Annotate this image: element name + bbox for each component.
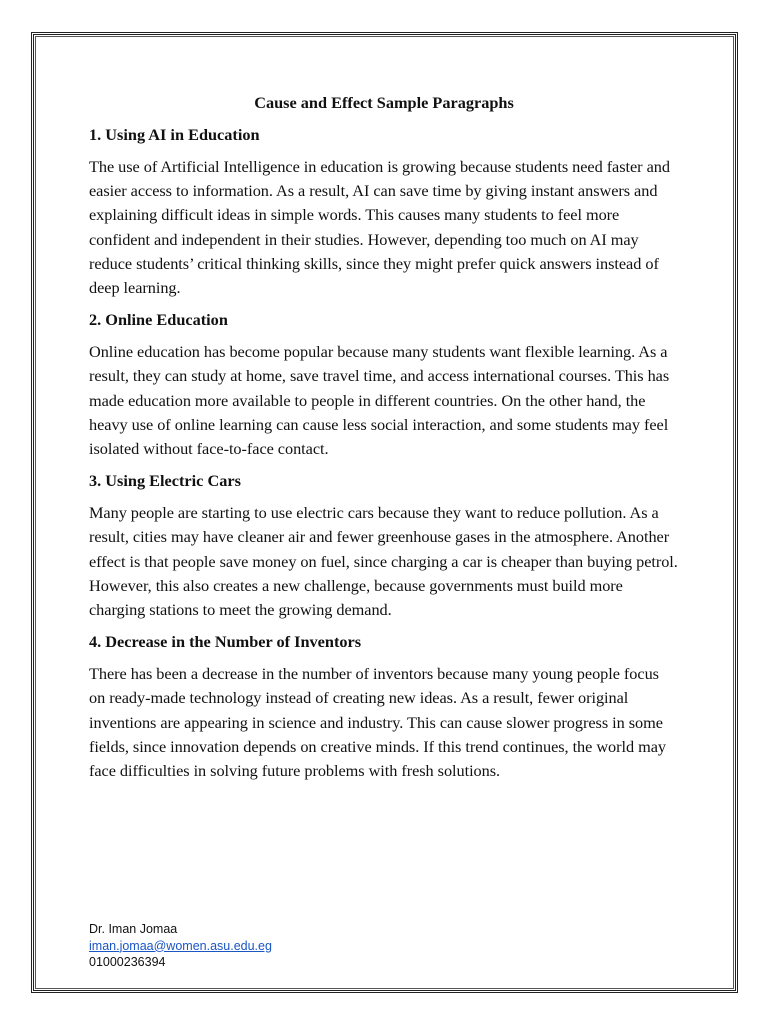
section-inventors xyxy=(89,631,679,783)
phone-number: 01000236394 xyxy=(89,955,166,969)
section-paragraph: Many people are starting to use electric cars because they want to reduce pollution. As a result, cities may have cleaner air and fewer greenhouse gases in the atmosphere. Another effect is that people save money on fuel, since charging a car is cheaper than buying petrol. However, this also creates a new challenge, because governments must build more charging stations to meet the growing demand. xyxy=(89,503,678,620)
section-online-education xyxy=(89,309,679,461)
email-link[interactable]: iman.jomaa@women.asu.edu.eg xyxy=(89,938,272,953)
section-paragraph: There has been a decrease in the number of inventors because many young people focus on ready-made technology instead of creating new ideas. As a result, fewer original inventions are appearing in science and industry. This can cause slower progress in some fields, since innovation depends on creative minds. If this trend continues, the world may face difficulties in solving future problems with fresh solutions. xyxy=(89,664,666,781)
section-ai-education xyxy=(89,124,679,300)
document-content xyxy=(89,92,679,792)
author-name: Dr. Iman Jomaa xyxy=(89,922,178,936)
section-heading: 4. Decrease in the Number of Inventors xyxy=(89,632,362,652)
section-electric-cars xyxy=(89,470,679,622)
section-heading: 1. Using AI in Education xyxy=(89,125,260,144)
document-title: Cause and Effect Sample Paragraphs xyxy=(254,93,514,112)
section-heading: 2. Online Education xyxy=(89,310,228,330)
author-footer xyxy=(89,921,272,971)
section-paragraph: The use of Artificial Intelligence in education is growing because students need faster and easier access to information. As a result, AI can save time by giving instant answers and explaining difficult ideas in simple words. This causes many students to feel more confident and independent in their studies. However, depending too much on AI may reduce students’ critical thinking skills, since they might prefer quick answers instead of deep learning. xyxy=(89,157,670,298)
section-heading: 3. Using Electric Cars xyxy=(89,471,241,491)
section-paragraph: Online education has become popular because many students want flexible learning. As a result, they can study at home, save travel time, and access international courses. This has made education more available to people in different countries. On the other hand, the heavy use of online learning can cause less social interaction, and some students may feel isolated without face-to-face contact. xyxy=(89,342,670,459)
